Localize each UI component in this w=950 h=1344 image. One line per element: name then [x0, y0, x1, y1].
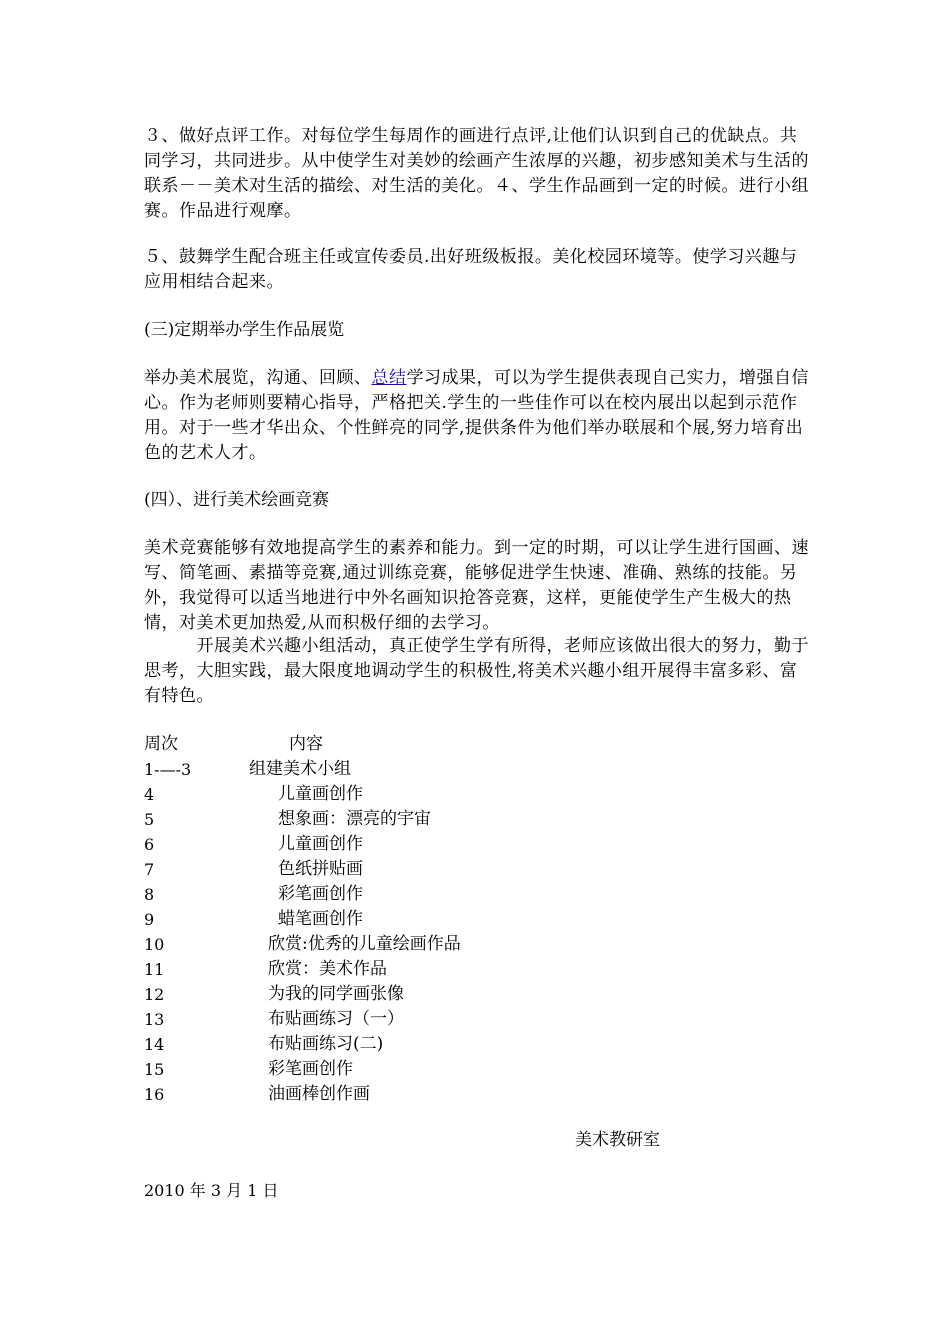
schedule-content: 欣赏:优秀的儿童绘画作品	[268, 934, 461, 954]
schedule-content: 欣赏：美术作品	[268, 959, 387, 979]
summary-link[interactable]: 总结	[371, 368, 407, 388]
schedule-content: 儿童画创作	[278, 784, 363, 804]
schedule-week: 13	[144, 1010, 165, 1029]
schedule-content: 组建美术小组	[249, 759, 351, 779]
schedule-row	[144, 1032, 644, 1057]
signature-department: 美术教研室	[575, 1130, 660, 1150]
schedule-content: 布贴画练习（一）	[268, 1009, 404, 1029]
schedule-content: 为我的同学画张像	[268, 984, 404, 1004]
schedule-row	[144, 857, 644, 882]
exhibition-text-end: 学习成果，可以为学生提供表现自己实力，增强自信心。作为老师则要精心指导，严格把关.学生的一些佳作可以在校内展出以起到示范作用。对于一些才华出众、个性鲜亮的同学,提供条件为他们举办联展和个展,努力培育出色的艺术人才。	[144, 368, 809, 463]
schedule-row	[144, 882, 644, 907]
schedule-week: 14	[144, 1035, 165, 1054]
schedule-row	[144, 757, 644, 782]
schedule-week: 7	[144, 860, 155, 879]
paragraph-review-work: ３、做好点评工作。对每位学生每周作的画进行点评,让他们认识到自己的优缺点。共同学习，共同进步。从中使学生对美妙的绘画产生浓厚的兴趣，初步感知美术与生活的联系－－美术对生活的描绘、对生活的美化。４、学生作品画到一定的时候。进行小组赛。作品进行观摩。	[144, 126, 809, 221]
schedule-row	[144, 782, 644, 807]
schedule-week: 5	[144, 810, 155, 829]
schedule-row	[144, 807, 644, 832]
schedule-week: 11	[144, 960, 165, 979]
schedule-week: 6	[144, 835, 155, 854]
schedule-content: 布贴画练习(二)	[268, 1034, 384, 1054]
schedule-row	[144, 1007, 644, 1032]
schedule-week: 1-—-3	[144, 760, 192, 779]
schedule-content: 色纸拼贴画	[278, 859, 363, 879]
schedule-week: 10	[144, 935, 165, 954]
schedule-row	[144, 1057, 644, 1082]
paragraph-competition: 美术竞赛能够有效地提高学生的素养和能力。到一定的时期，可以让学生进行国画、速写、简笔画、素描等竞赛,通过训练竞赛，能够促进学生快速、准确、熟练的技能。另外，我觉得可以适当地进行中外名画知识抢答竞赛，这样，更能使学生产生极大的热情，对美术更加热爱,从而积极仔细的去学习。	[144, 538, 809, 633]
schedule-row	[144, 832, 644, 857]
schedule-week: 16	[144, 1085, 165, 1104]
schedule-content: 油画棒创作画	[268, 1084, 370, 1104]
schedule-week: 12	[144, 985, 165, 1004]
schedule-content: 彩笔画创作	[278, 884, 363, 904]
schedule-week: 8	[144, 885, 155, 904]
signature-date: 2010 年 3 月 1 日	[144, 1181, 279, 1200]
schedule-row	[144, 1082, 644, 1107]
schedule-row	[144, 982, 644, 1007]
schedule-week: 9	[144, 910, 155, 929]
schedule-header-week: 周次	[144, 734, 178, 754]
heading-competition: (四）、进行美术绘画竞赛	[144, 490, 330, 510]
schedule-row	[144, 932, 644, 957]
schedule-content: 儿童画创作	[278, 834, 363, 854]
schedule-row	[144, 907, 644, 932]
heading-exhibition: (三)定期举办学生作品展览	[144, 320, 345, 340]
schedule-content: 彩笔画创作	[268, 1059, 353, 1079]
schedule-week: 4	[144, 785, 155, 804]
schedule-content: 想象画：漂亮的宇宙	[278, 809, 431, 829]
schedule-row	[144, 957, 644, 982]
schedule-week: 15	[144, 1060, 165, 1079]
paragraph-blackboard: ５、鼓舞学生配合班主任或宣传委员.出好班级板报。美化校园环境等。使学习兴趣与应用相结合起来。	[144, 247, 798, 292]
paragraph-exhibition	[144, 366, 809, 466]
schedule-header-content: 内容	[289, 734, 323, 754]
exhibition-text-start: 举办美术展览，沟通、回顾、	[144, 368, 372, 388]
paragraph-interest-group: 开展美术兴趣小组活动，真正使学生学有所得，老师应该做出很大的努力，勤于思考，大胆实践，最大限度地调动学生的积极性,将美术兴趣小组开展得丰富多彩、富有特色。	[144, 636, 809, 706]
schedule-content: 蜡笔画创作	[278, 909, 363, 929]
